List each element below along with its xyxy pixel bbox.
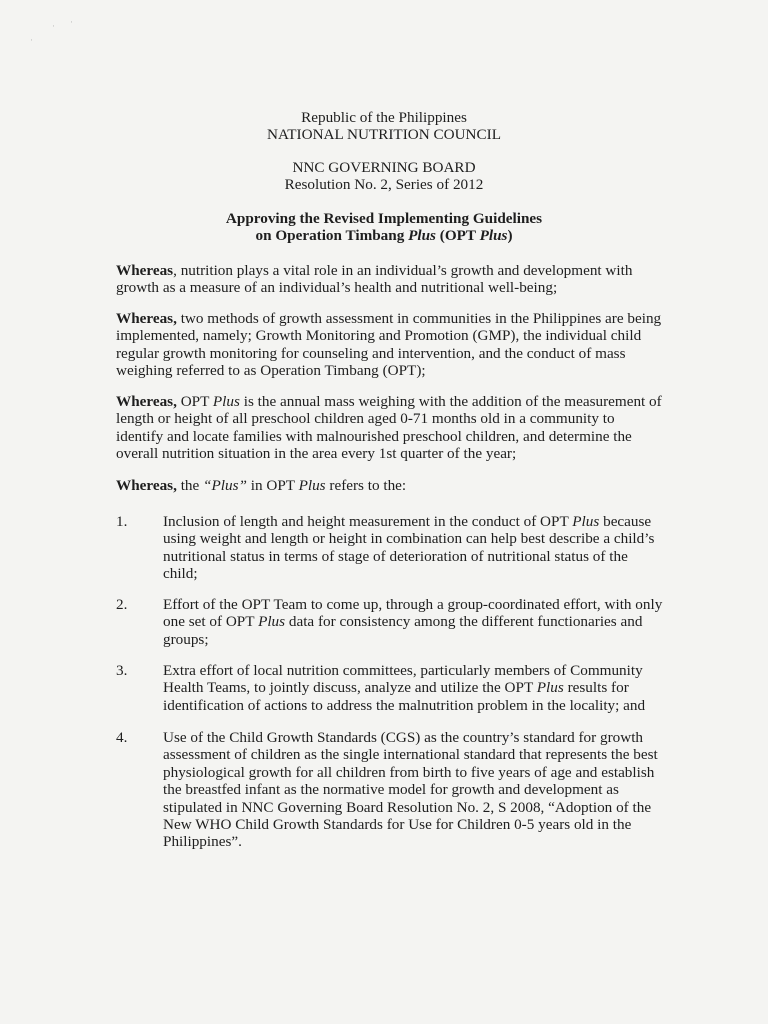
list-item-number: 2.	[116, 596, 128, 613]
scan-artifact-dot: ·	[30, 35, 33, 45]
header-council: NATIONAL NUTRITION COUNCIL	[267, 126, 501, 144]
issuer-header	[0, 109, 768, 144]
list-item-1: Inclusion of length and height measurement in the conduct of OPT Plus because using weight and length or height in combination can help best describe a child’s nutritional status in terms of stage of deterioration of nutritional status of the child;	[163, 513, 655, 583]
list-item-2: Effort of the OPT Team to come up, through a group-coordinated effort, with only one set of OPT Plus data for consistency among the different functionaries and groups;	[163, 596, 663, 648]
header-resolution: Resolution No. 2, Series of 2012	[284, 176, 484, 194]
list-item-3: Extra effort of local nutrition committees, particularly members of Community Health Teams, to jointly discuss, analyze and utilize the OPT Plus results for identification of actions to address the malnutrition problem in the locality; and	[163, 662, 646, 714]
whereas-paragraph-2: Whereas, two methods of growth assessment in communities in the Philippines are being implemented, namely; Growth Monitoring and Promotion (GMP), the individual child regular growth monitoring for counseling and intervention, and the conduct of mass weighing referred to as Operation Timbang (OPT);	[116, 310, 662, 380]
header-board: NNC GOVERNING BOARD	[292, 159, 476, 176]
resolution-title	[0, 210, 768, 245]
board-header	[0, 159, 768, 194]
whereas-paragraph-1: Whereas, nutrition plays a vital role in an individual’s growth and development with growth as a measure of an individual’s health and nutritional well-being;	[116, 262, 633, 297]
list-item-number: 1.	[116, 513, 128, 530]
title-line-2: on Operation Timbang Plus (OPT Plus)	[255, 227, 513, 245]
scan-artifact-dot: ·	[70, 17, 73, 27]
scan-artifact-dot: ·	[52, 21, 55, 31]
title-line-1: Approving the Revised Implementing Guidelines	[225, 210, 543, 227]
list-item-4: Use of the Child Growth Standards (CGS) as the country’s standard for growth assessment of children as the single international standard that represents the best physiological growth for all children from birth to five years of age and establish the breastfed infant as the normative model for growth and development as stipulated in NNC Governing Board Resolution No. 2, S 2008, “Adoption of the New WHO Child Growth Standards for Use for Children 0-5 years old in the Philippines”.	[163, 729, 658, 851]
header-republic: Republic of the Philippines	[301, 109, 467, 126]
whereas-paragraph-4: Whereas, the “Plus” in OPT Plus refers to the:	[116, 477, 407, 494]
list-item-number: 3.	[116, 662, 128, 679]
list-item-number: 4.	[116, 729, 128, 746]
whereas-paragraph-3: Whereas, OPT Plus is the annual mass weighing with the addition of the measurement of length or height of all preschool children aged 0-71 months old in a community to identify and locate families with malnourished preschool children, and determine the overall nutrition situation in the area every 1st quarter of the year;	[116, 393, 662, 463]
